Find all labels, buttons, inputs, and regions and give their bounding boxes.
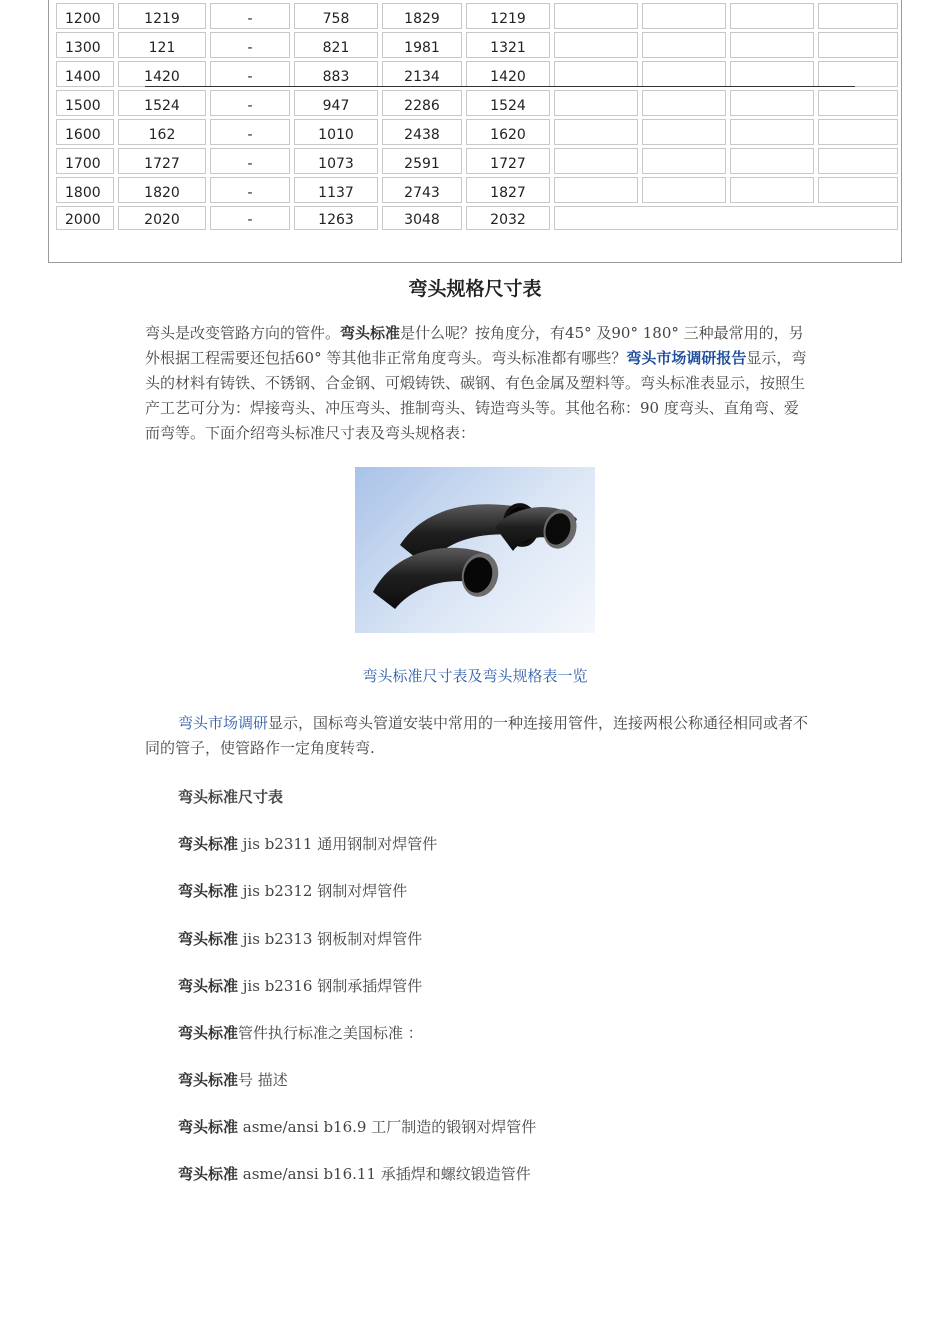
- table-cell: -: [210, 3, 290, 29]
- table-row: [56, 32, 898, 58]
- image-caption-link[interactable]: 弯头标准尺寸表及弯头规格表一览: [362, 667, 588, 685]
- intro-text-2: 是什么呢？按角度分，有45° 及90° 180° 三种最常用的，另外根据工程需要还包括60° 等其他非正常角度弯头。弯头标准都有哪些？: [145, 324, 804, 367]
- table-cell: 1827: [466, 177, 550, 203]
- table-cell-empty: [818, 61, 898, 87]
- table-cell-empty: [642, 3, 726, 29]
- table-row: [56, 206, 898, 230]
- table-cell: 883: [294, 61, 378, 87]
- table-cell: -: [210, 32, 290, 58]
- table-cell-empty: [642, 90, 726, 116]
- standard-line-7: [178, 1116, 536, 1137]
- table-cell: -: [210, 206, 290, 230]
- table-cell-empty: [818, 119, 898, 145]
- table-cell-empty: [642, 61, 726, 87]
- table-cell: 1620: [466, 119, 550, 145]
- table-cell: 3048: [382, 206, 462, 230]
- strike-line: [145, 86, 855, 87]
- intro-bold: 弯头标准: [340, 324, 401, 342]
- table-row: [56, 119, 898, 145]
- table-cell-empty: [730, 32, 814, 58]
- table-row: [56, 3, 898, 29]
- standard-line-8: [178, 1163, 531, 1184]
- table-cell: -: [210, 61, 290, 87]
- intro-text-3: 显示，弯头的材料有铸铁、不锈钢、合金钢、可煅铸铁、碳钢、有色金属及塑料等。弯头标准表显示，按照生产工艺可分为：焊接弯头、冲压弯头、推制弯头、铸造弯头等。其他名称：90 度弯头、直角弯、爱而弯等。下面介绍弯头标准尺寸表及弯头规格表：: [145, 349, 807, 442]
- table-cell-dn: 2000: [56, 206, 114, 230]
- table-cell-empty: [554, 3, 638, 29]
- table-cell: 1219: [118, 3, 206, 29]
- table-cell: 162: [118, 119, 206, 145]
- table-cell-empty: [818, 177, 898, 203]
- table-cell: -: [210, 90, 290, 116]
- standard-line-5: [178, 1022, 423, 1043]
- table-cell-empty: [554, 177, 638, 203]
- table-cell-empty: [818, 90, 898, 116]
- table-cell: 2743: [382, 177, 462, 203]
- table-cell: 2286: [382, 90, 462, 116]
- table-cell-empty: [642, 32, 726, 58]
- table-cell-empty: [730, 177, 814, 203]
- standard-text: 号 描述: [238, 1071, 288, 1089]
- table-cell: 1263: [294, 206, 378, 230]
- table-row: [56, 148, 898, 174]
- standard-text: jis b2313 钢板制对焊管件: [238, 930, 423, 948]
- table-cell-dn: 1200: [56, 3, 114, 29]
- standard-text: asme/ansi b16.9 工厂制造的锻钢对焊管件: [238, 1118, 537, 1136]
- subheading: 弯头标准尺寸表: [178, 788, 284, 806]
- table-cell-empty: [818, 148, 898, 174]
- table-cell-empty: [642, 148, 726, 174]
- table-cell-empty: [642, 119, 726, 145]
- table-cell: 2020: [118, 206, 206, 230]
- table-cell: 2591: [382, 148, 462, 174]
- standard-line-3: [178, 928, 422, 949]
- table-row: [56, 177, 898, 203]
- table-cell-empty: [730, 3, 814, 29]
- standard-label: 弯头标准: [178, 835, 239, 853]
- intro-paragraph: [145, 321, 813, 446]
- table-cell: 2032: [466, 206, 550, 230]
- table-cell: 1137: [294, 177, 378, 203]
- market-research-link[interactable]: 弯头市场调研: [178, 714, 269, 732]
- table-cell: 1420: [118, 61, 206, 87]
- spec-table-frame: [48, 0, 902, 263]
- table-cell: 1829: [382, 3, 462, 29]
- standard-label: 弯头标准: [178, 1165, 239, 1183]
- intro-text-1: 弯头是改变管路方向的管件。: [145, 324, 341, 342]
- table-cell: -: [210, 177, 290, 203]
- standard-line-2: [178, 880, 407, 901]
- table-row: [56, 61, 898, 87]
- table-cell: 1820: [118, 177, 206, 203]
- standard-label: 弯头标准: [178, 1024, 239, 1042]
- standard-text: jis b2311 通用钢制对焊管件: [238, 835, 438, 853]
- table-cell: 121: [118, 32, 206, 58]
- table-cell: 2438: [382, 119, 462, 145]
- standard-text: jis b2312 钢制对焊管件: [238, 882, 408, 900]
- paragraph-2-text: 显示，国标弯头管道安装中常用的一种连接用管件，连接两根公称通径相同或者不同的管子，使管路作一定角度转弯.: [145, 714, 809, 757]
- table-cell-empty: [554, 90, 638, 116]
- page-title: 弯头规格尺寸表: [408, 278, 542, 300]
- paragraph-2: [145, 711, 813, 761]
- standard-label: 弯头标准: [178, 882, 239, 900]
- table-cell-empty: [730, 61, 814, 87]
- standard-line-1: [178, 833, 437, 854]
- table-cell: 1524: [118, 90, 206, 116]
- pipe-elbow-icon: [355, 467, 595, 633]
- table-cell-dn: 1700: [56, 148, 114, 174]
- table-cell-dn: 1300: [56, 32, 114, 58]
- table-cell: 1010: [294, 119, 378, 145]
- table-cell: 1727: [466, 148, 550, 174]
- table-cell: 947: [294, 90, 378, 116]
- table-cell: 1524: [466, 90, 550, 116]
- table-cell-dn: 1800: [56, 177, 114, 203]
- table-cell: 1420: [466, 61, 550, 87]
- table-cell: 821: [294, 32, 378, 58]
- standard-label: 弯头标准: [178, 930, 239, 948]
- table-cell: 758: [294, 3, 378, 29]
- table-cell: 1321: [466, 32, 550, 58]
- standard-label: 弯头标准: [178, 1118, 239, 1136]
- table-cell: 1219: [466, 3, 550, 29]
- elbow-spec-table: [52, 0, 902, 233]
- standard-text: 管件执行标准之美国标准 ：: [238, 1024, 423, 1042]
- market-report-link[interactable]: 弯头市场调研报告: [626, 349, 747, 367]
- standard-text: asme/ansi b16.11 承插焊和螺纹锻造管件: [238, 1165, 531, 1183]
- table-cell: 1727: [118, 148, 206, 174]
- table-cell-empty: [554, 206, 898, 230]
- table-cell: 1981: [382, 32, 462, 58]
- table-cell: -: [210, 119, 290, 145]
- standard-line-6: [178, 1069, 288, 1090]
- table-cell-empty: [554, 61, 638, 87]
- standard-label: 弯头标准: [178, 977, 239, 995]
- table-cell-dn: 1600: [56, 119, 114, 145]
- table-row: [56, 90, 898, 116]
- table-cell-empty: [554, 148, 638, 174]
- table-cell: 1073: [294, 148, 378, 174]
- standard-label: 弯头标准: [178, 1071, 239, 1089]
- standard-text: jis b2316 钢制承插焊管件: [238, 977, 423, 995]
- table-cell-empty: [818, 32, 898, 58]
- table-cell-empty: [642, 177, 726, 203]
- table-cell-dn: 1500: [56, 90, 114, 116]
- table-cell-empty: [554, 119, 638, 145]
- table-cell-empty: [730, 90, 814, 116]
- table-cell-empty: [730, 119, 814, 145]
- table-cell-dn: 1400: [56, 61, 114, 87]
- table-cell: -: [210, 148, 290, 174]
- table-cell-empty: [730, 148, 814, 174]
- table-cell-empty: [554, 32, 638, 58]
- table-cell-empty: [818, 3, 898, 29]
- table-cell: 2134: [382, 61, 462, 87]
- standard-line-4: [178, 975, 422, 996]
- pipe-elbow-photo: [355, 467, 595, 633]
